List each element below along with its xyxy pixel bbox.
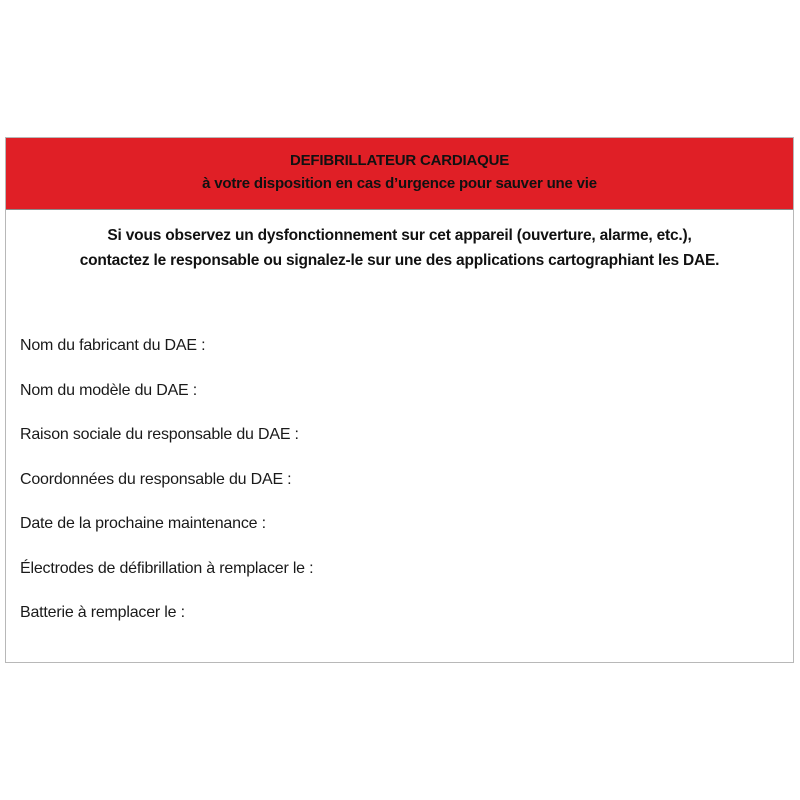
field-next-maintenance: Date de la prochaine maintenance : (20, 515, 266, 532)
aed-label-card (5, 137, 794, 663)
field-company-name: Raison sociale du responsable du DAE : (20, 426, 299, 443)
header-banner (6, 138, 793, 210)
notice-text (6, 223, 793, 273)
banner-title: DEFIBRILLATEUR CARDIAQUE (289, 152, 510, 169)
field-list (20, 337, 313, 649)
notice-line-1: Si vous observez un dysfonctionnement sur cet appareil (ouverture, alarme, etc.), (107, 227, 692, 244)
field-manufacturer: Nom du fabricant du DAE : (20, 337, 206, 354)
notice-line-2: contactez le responsable ou signalez-le sur une des applications cartographiant les DAE. (79, 252, 720, 269)
field-contact-details: Coordonnées du responsable du DAE : (20, 470, 292, 488)
field-battery-replacement: Batterie à remplacer le : (20, 604, 185, 621)
field-model: Nom du modèle du DAE : (20, 381, 198, 399)
banner-subtitle: à votre disposition en cas d’urgence pour sauver une vie (202, 175, 597, 192)
field-electrodes-replacement: Électrodes de défibrillation à remplacer le : (20, 559, 314, 577)
